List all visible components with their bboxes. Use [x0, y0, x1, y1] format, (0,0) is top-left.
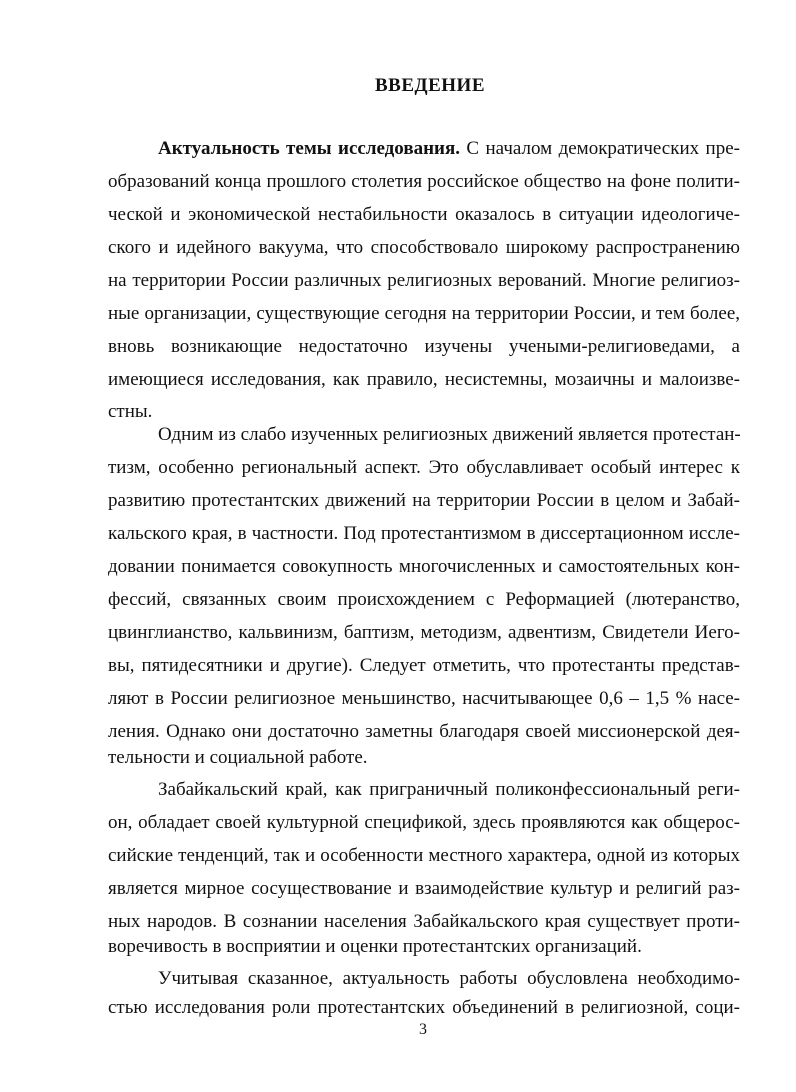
text-line: тельности и социальной работе. [108, 747, 368, 768]
text-line-content: С началом демократических пре- [460, 138, 740, 159]
text-line: Забайкальский край, как приграничный поликонфессиональный реги- [158, 779, 740, 800]
text-line: ского и идейного вакуума, что способствовало широкому распространению [108, 237, 740, 258]
text-line: на территории России различных религиозных верований. Многие религиоз- [108, 270, 740, 291]
text-line: цвинглианство, кальвинизм, баптизм, методизм, адвентизм, Свидетели Иего- [108, 622, 740, 643]
text-line: ные организации, существующие сегодня на территории России, и тем более, [108, 303, 740, 324]
text-line: фессий, связанных своим происхождением с Реформацией (лютеранство, [108, 589, 740, 610]
page-title: ВВЕДЕНИЕ [375, 75, 485, 96]
text-line [158, 134, 740, 164]
text-line: ляют в России религиозное меньшинство, насчитывающее 0,6 – 1,5 % насе- [108, 688, 740, 709]
page-number: 3 [419, 1021, 427, 1038]
text-line: воречивость в восприятии и оценки протестантских организаций. [108, 936, 642, 957]
text-line: образований конца прошлого столетия российское общество на фоне полити- [108, 171, 740, 192]
lead-heading: Актуальность темы исследования. [158, 138, 460, 159]
text-line: стью исследования роли протестантских объединений в религиозной, соци- [108, 997, 740, 1018]
text-line: вы, пятидесятники и другие). Следует отметить, что протестанты представ- [108, 655, 740, 676]
text-line: стны. [108, 401, 153, 422]
text-line: тизм, особенно региональный аспект. Это обуславливает особый интерес к [108, 457, 740, 478]
text-line: довании понимается совокупность многочисленных и самостоятельных кон- [108, 556, 740, 577]
text-line: он, обладает своей культурной спецификой, здесь проявляются как общерос- [108, 812, 740, 833]
text-line: Одним из слабо изученных религиозных движений является протестан- [158, 424, 741, 445]
text-line: сийские тенденций, так и особенности местного характера, одной из которых [108, 845, 740, 866]
text-line: является мирное сосуществование и взаимодействие культур и религий раз- [108, 878, 740, 899]
text-line: ления. Однако они достаточно заметны благодаря своей миссионерской дея- [108, 721, 740, 742]
text-line: кальского края, в частности. Под протестантизмом в диссертационном иссле- [108, 523, 740, 544]
text-line: имеющиеся исследования, как правило, несистемны, мозаичны и малоизве- [108, 369, 740, 390]
text-line: ческой и экономической нестабильности оказалось в ситуации идеологиче- [108, 204, 740, 225]
text-line: ных народов. В сознании населения Забайкальского края существует проти- [108, 911, 740, 932]
text-line: вновь возникающие недостаточно изучены учеными-религиоведами, а [108, 336, 740, 357]
text-line: Учитывая сказанное, актуальность работы обусловлена необходимо- [158, 968, 740, 989]
text-line: развитию протестантских движений на территории России в целом и Забай- [108, 490, 740, 511]
